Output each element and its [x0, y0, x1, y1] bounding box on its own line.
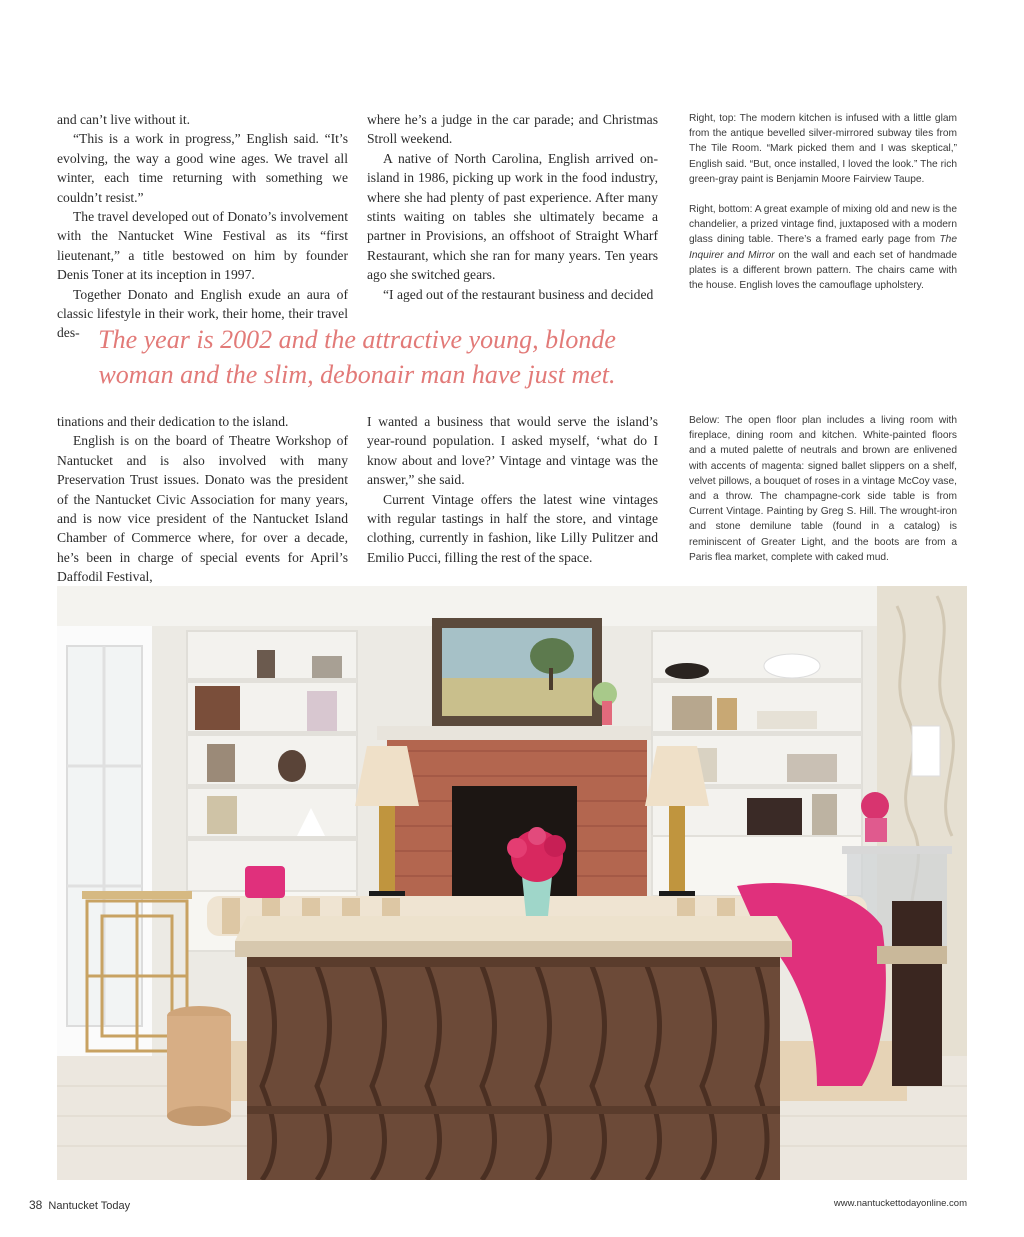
paragraph: Current Vintage offers the latest wine vintages with regular tastings in half the store, and vintage clothing, currently in fashion, like Lilly Pulitzer and Emilio Pucci, filling the rest of the space. [367, 491, 658, 565]
paragraph: tinations and their dedication to the island. [57, 414, 289, 429]
footer-left [29, 1198, 130, 1212]
paragraph: I wanted a business that would serve the island’s year-round population. I asked myself, ‘what do I know about and love?’ Vintage and vintage was the answer,” she said. [367, 414, 658, 488]
article-column-bottom-middle [367, 412, 658, 567]
caption-right-top [689, 111, 957, 187]
pull-quote [57, 322, 657, 392]
page-number: 38 [29, 1198, 43, 1212]
paragraph: “This is a work in progress,” English said. “It’s evolving, the way a good wine ages. We travel all winter, each time returning with something we couldn’t resist.” [57, 131, 348, 205]
living-room-photo [57, 586, 967, 1180]
footer-url: www.nantuckettodayonline.com [833, 1198, 967, 1209]
paragraph: A native of North Carolina, English arrived on-island in 1986, picking up work in the food industry, where she had plenty of past experience. After many stints waiting on tables she ultimately became a partner in Provisions, an offshoot of Straight Wharf Restaurant, which she ran for many years. Ten years ago she switched gears. [367, 150, 658, 283]
paragraph: The travel developed out of Donato’s involvement with the Nantucket Wine Festival as its “first lieutenant,” a title bestowed on him by founder Denis Toner at its inception in 1997. [57, 209, 348, 283]
pull-quote-line: woman and the slim, debonair man have just met. [98, 360, 616, 389]
publication-title: The Inquirer and Mirror [689, 234, 957, 261]
paragraph: “I aged out of the restaurant business and decided [383, 286, 654, 302]
article-column-top-left [57, 110, 348, 343]
paragraph: English is on the board of Theatre Workshop of Nantucket and is also involved with many Preservation Trust issues. Donato was the president of the Nantucket Civic Association for many years, and is now vice president of the Nantucket Island Chamber of Commerce where, for over a decade, he’s been in charge of special events for April’s Daffodil Festival, [57, 433, 348, 585]
caption-below [689, 413, 957, 565]
caption-text [689, 202, 957, 293]
pull-quote-line: The year is 2002 and the attractive young, blonde [98, 325, 616, 354]
paragraph: Together Donato and English exude an aura of classic lifestyle in their work, their home, their travel des- [57, 286, 348, 341]
caption-right-bottom [689, 202, 957, 293]
article-column-top-middle [367, 110, 658, 304]
publication-name: Nantucket Today [48, 1200, 131, 1212]
caption-text-part: Right, bottom: A great example of mixing old and new is the chandelier, a prized vintage find, juxtaposed with a modern glass dining table. There’s a framed early page from [689, 204, 957, 246]
caption-text-part: on the wall and each set of handmade plates is a different brown pattern. The chairs came with the house. English loves the camouflage upholstery. [689, 249, 957, 292]
paragraph: and can’t live without it. [57, 112, 191, 127]
caption-text: Right, top: The modern kitchen is infused with a little glam from the antique bevelled silver-mirrored subway tiles from The Tile Room. “Mark picked them and I was skeptical,” English said. “But, once installed, I loved the look.” The rich green-gray paint is Benjamin Moore Fairview Taupe. [689, 113, 957, 185]
paragraph: where he’s a judge in the car parade; and Christmas Stroll weekend. [367, 112, 658, 147]
caption-text: Below: The open floor plan includes a living room with fireplace, dining room and kitchen. White-painted floors and a muted palette of neutrals and brown are enlivened with accents of magenta: signed ballet slippers on a shelf, velvet pillows, a bouquet of roses in a vintage McCoy vase, and a throw. The champagne-cork side table is from Current Vintage. Painting by Greg S. Hill. The wrought-iron and stone demilune table (found in a catalog) is reminiscent of Greater Light, and the boots are from a Paris flea market, complete with caked mud. [689, 415, 957, 563]
article-column-bottom-left [57, 412, 348, 587]
